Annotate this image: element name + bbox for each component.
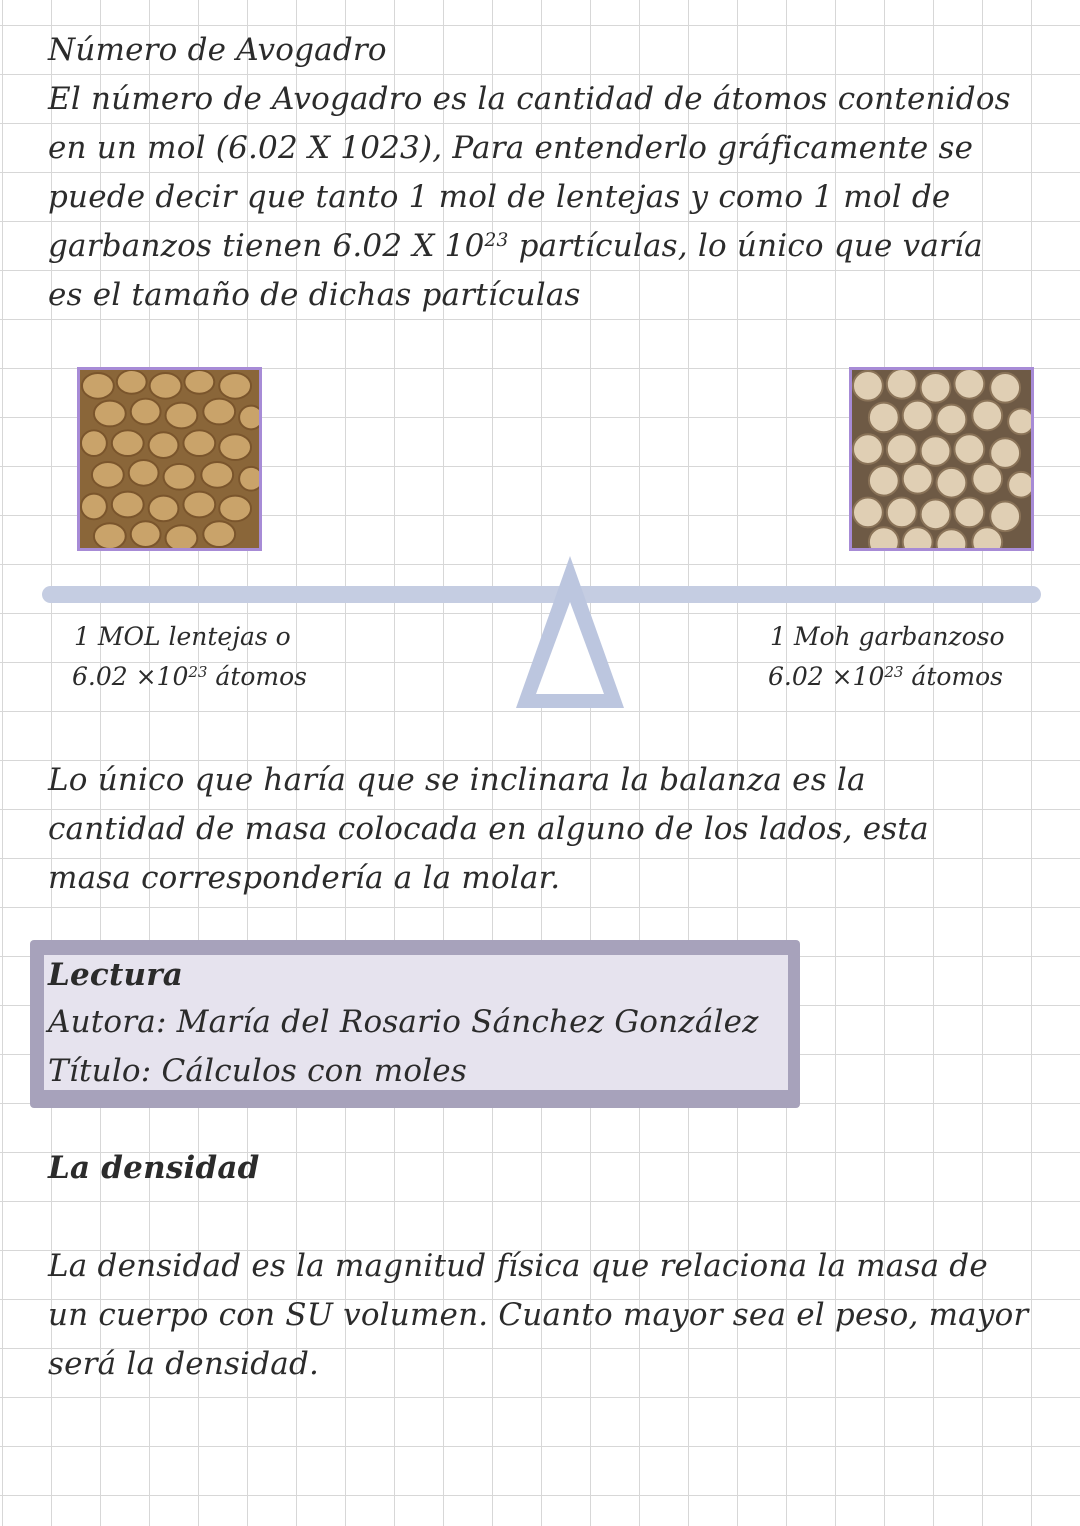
lectura-title: Título: Cálculos con moles <box>48 1053 467 1089</box>
intro-exponent: 23 <box>484 229 509 251</box>
page-title: Número de Avogadro <box>48 32 387 68</box>
left-label-line-1: 1 MOL lentejas o <box>74 622 291 651</box>
left-label-base: 6.02 ×10 <box>72 662 189 691</box>
intro-line-3: puede decir que tanto 1 mol de lentejas y como 1 mol de <box>48 179 951 215</box>
right-label-base: 6.02 ×10 <box>768 662 885 691</box>
lectura-heading: Lectura <box>48 957 184 993</box>
left-label-post: átomos <box>207 662 308 691</box>
right-label-line-2 <box>768 662 1003 691</box>
left-label-line-2 <box>72 662 307 691</box>
lentils-photo <box>77 367 262 551</box>
lectura-author: Autora: María del Rosario Sánchez González <box>48 1004 759 1040</box>
densidad-heading: La densidad <box>48 1150 260 1186</box>
intro-line-4-pre: garbanzos tienen 6.02 X 10 <box>48 228 485 264</box>
densidad-line-3: será la densidad. <box>48 1346 320 1382</box>
intro-line-2: en un mol (6.02 X 1023), Para entenderlo gráficamente se <box>48 130 974 166</box>
densidad-line-2: un cuerpo con SU volumen. Cuanto mayor sea el peso, mayor <box>48 1297 1029 1333</box>
intro-line-1: El número de Avogadro es la cantidad de átomos contenidos <box>48 81 1011 117</box>
right-label-exponent: 23 <box>884 662 904 681</box>
para2-line-3: masa correspondería a la molar. <box>48 860 561 896</box>
right-label-post: átomos <box>903 662 1004 691</box>
right-label-line-1: 1 Moh garbanzoso <box>770 622 1005 651</box>
para2-line-2: cantidad de masa colocada en alguno de los lados, esta <box>48 811 929 847</box>
left-label-exponent: 23 <box>188 662 208 681</box>
intro-line-4-post: partículas, lo único que varía <box>508 228 983 264</box>
para2-line-1: Lo único que haría que se inclinara la balanza es la <box>48 762 866 798</box>
intro-line-5: es el tamaño de dichas partículas <box>48 277 581 313</box>
intro-line-4 <box>48 228 983 264</box>
chickpeas-photo <box>849 367 1034 551</box>
balance-fulcrum-triangle <box>512 552 628 712</box>
densidad-line-1: La densidad es la magnitud física que relaciona la masa de <box>48 1248 988 1284</box>
